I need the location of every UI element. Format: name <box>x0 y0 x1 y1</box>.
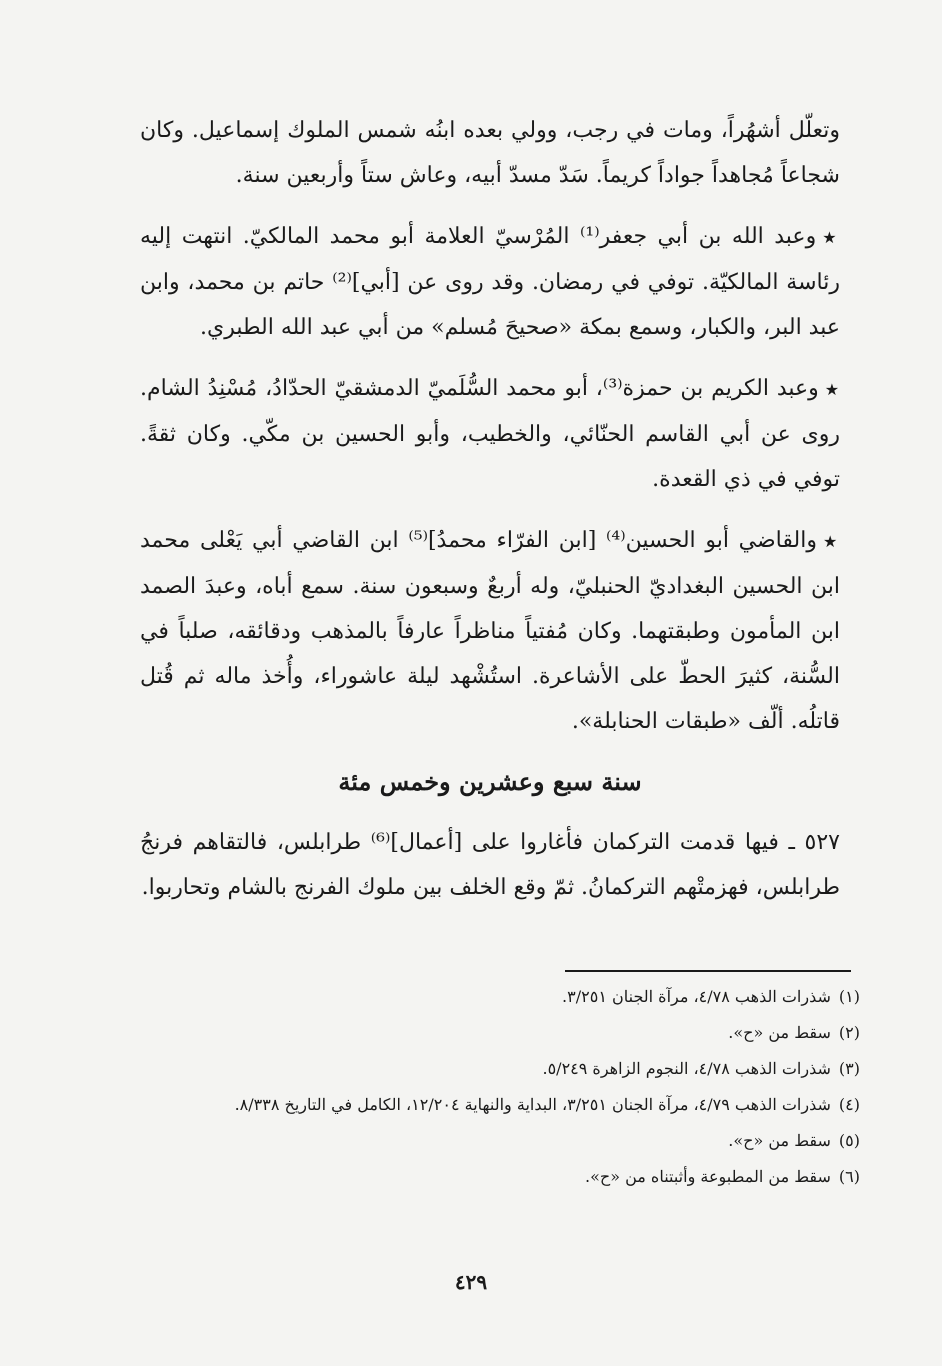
section-heading: سنة سبع وعشرين وخمس مئة <box>338 767 642 796</box>
footnote-number: (٤) <box>838 1095 860 1114</box>
footnote-number: (١) <box>838 987 860 1006</box>
footnote-1 <box>165 985 860 1009</box>
star-icon: ★ <box>822 532 841 551</box>
entry-number: ٥٢٧ <box>804 830 840 855</box>
footnote-divider <box>565 970 851 972</box>
footnote-5 <box>165 1129 860 1153</box>
footnote-text: سقط من المطبوعة وأثبتناه من «ح». <box>585 1167 831 1186</box>
footnote-2 <box>165 1021 860 1045</box>
footnotes <box>165 985 860 1201</box>
paragraph-5-text: ـ فيها قدمت التركمان فأغاروا على [أعمال]⁽⁶⁾ طرابلس، فالتقاهم فرنجُ طرابلس، فهزمتْهم التركمانُ. ثمّ وقع الخلف بين ملوك الفرنج بالشام وتحاربوا. <box>140 830 840 900</box>
footnote-number: (٢) <box>838 1023 860 1042</box>
footnote-text: سقط من «ح». <box>728 1131 831 1150</box>
main-text <box>140 108 840 926</box>
paragraph-3 <box>140 366 840 502</box>
paragraph-2-text: وعبد الله بن أبي جعفر⁽¹⁾ المُرْسيّ العلامة أبو محمد المالكيّ. انتهت إليه رئاسة المالكيّة. توفي في رمضان. وقد روى عن [أبي]⁽²⁾ حاتم بن محمد، وابن عبد البر، والكبار، وسمع بمكة «صحيحَ مُسلم» من أبي عبد الله الطبري. <box>140 224 840 340</box>
footnote-number: (٦) <box>838 1167 860 1186</box>
footnote-text: شذرات الذهب ٤/٧٨، مرآة الجنان ٣/٢٥١. <box>562 987 831 1006</box>
paragraph-3-text: وعبد الكريم بن حمزة⁽³⁾، أبو محمد السُّلَميّ الدمشقيّ الحدّادُ، مُسْنِدُ الشام. روى عن أبي القاسم الحنّائي، والخطيب، وأبو الحسين بن مكّي. وكان ثقةً. توفي في ذي القعدة. <box>140 376 840 492</box>
paragraph-1 <box>140 108 840 198</box>
footnote-text: سقط من «ح». <box>728 1023 831 1042</box>
star-icon: ★ <box>822 228 840 247</box>
paragraph-1-text: وتعلّل أشهُراً، ومات في رجب، وولي بعده ابنُه شمس الملوك إسماعيل. وكان شجاعاً مُجاهداً جواداً كريماً. سَدّ مسدّ أبيه، وعاش ستاً وأربعين سنة. <box>140 118 840 188</box>
star-icon: ★ <box>824 380 841 399</box>
footnote-6 <box>165 1165 860 1189</box>
footnote-text: شذرات الذهب ٤/٧٨، النجوم الزاهرة ٥/٢٤٩. <box>542 1059 831 1078</box>
paragraph-5 <box>140 820 840 910</box>
paragraph-4-text: والقاضي أبو الحسين⁽⁴⁾ [ابن الفرّاء محمدُ]⁽⁵⁾ ابن القاضي أبي يَعْلى محمد ابن الحسين البغداديّ الحنبليّ، وله أربعٌ وسبعون سنة. سمع أباه، وعبدَ الصمد ابن المأمون وطبقتهما. وكان مُفتياً مناظراً عارفاً بالمذهب ودقائقه، صلباً في السُّنة، كثيرَ الحطّ على الأشاعرة. استُشْهد ليلة عاشوراء، وأُخذ ماله ثم قُتل قاتلُه. ألّف «طبقات الحنابلة». <box>140 528 840 734</box>
paragraph-2 <box>140 214 840 350</box>
page-number: ٤٢٩ <box>454 1270 488 1294</box>
footnote-4 <box>165 1093 860 1117</box>
footnote-number: (٥) <box>838 1131 860 1150</box>
footnote-text: شذرات الذهب ٤/٧٩، مرآة الجنان ٣/٢٥١، البداية والنهاية ١٢/٢٠٤، الكامل في التاريخ ٨/٣٣٨. <box>234 1095 831 1114</box>
footnote-number: (٣) <box>838 1059 860 1078</box>
paragraph-4 <box>140 518 840 744</box>
footnote-3 <box>165 1057 860 1081</box>
